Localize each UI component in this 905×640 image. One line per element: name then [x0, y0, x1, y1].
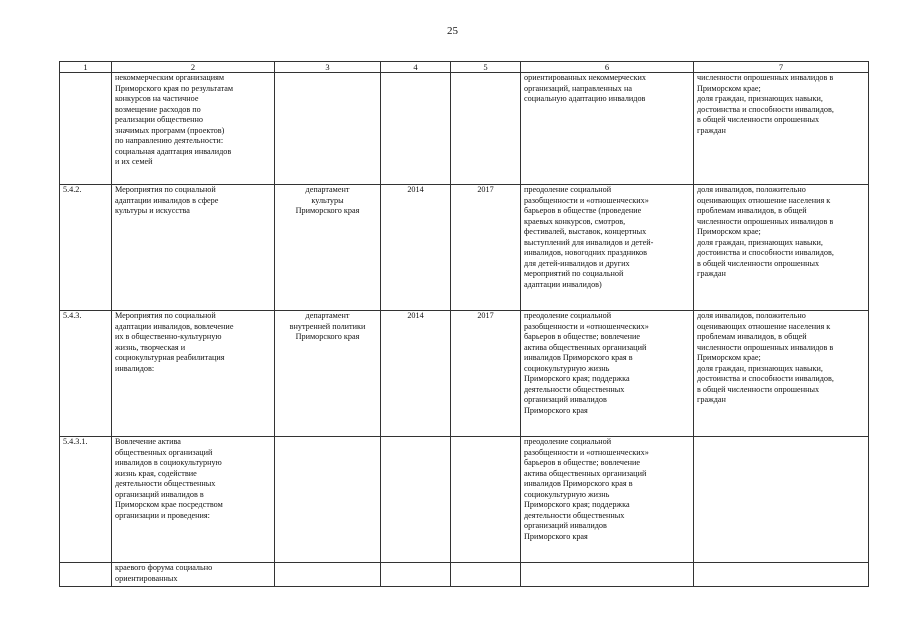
indicator-cell	[694, 437, 869, 563]
end-year-cell	[451, 73, 521, 185]
event-name-line: значимых программ (проектов)	[115, 125, 225, 135]
row-number-cell: 5.4.3.	[60, 311, 112, 437]
table-row	[60, 563, 869, 587]
event-name-line: Приморском крае посредством	[115, 500, 223, 509]
event-name-line: жизнь края, содействие	[115, 468, 197, 478]
indicator-cell	[694, 563, 869, 587]
event-name-line: общественных организаций	[115, 447, 213, 457]
expected-result-line: преодоление социальной	[524, 185, 612, 194]
expected-result-line: инвалидов, новогодних праздников	[524, 248, 648, 257]
table-row	[60, 185, 869, 311]
event-name-line: культуры и искусства	[115, 206, 190, 215]
expected-result-cell	[521, 73, 694, 185]
expected-result-line: краевых конкурсов, смотров,	[524, 216, 626, 226]
event-name-line: Мероприятия по социальной	[115, 185, 216, 194]
expected-result-line: преодоление социальной	[524, 311, 612, 320]
expected-result-cell	[521, 311, 694, 437]
start-year-cell	[381, 73, 451, 185]
indicator-line: граждан	[697, 125, 726, 135]
event-name-cell	[112, 437, 275, 563]
event-name-cell	[112, 185, 275, 311]
executor-cell	[275, 437, 381, 563]
event-name-line: некоммерческим организациям	[115, 73, 225, 82]
event-name-line: адаптации инвалидов в сфере	[115, 195, 219, 205]
indicator-line: численности опрошенных инвалидов в	[697, 342, 834, 352]
executor-cell	[275, 311, 381, 437]
indicator-line: проблемам инвалидов, в общей	[697, 206, 807, 215]
expected-result-line: инвалидов Приморского края в	[524, 353, 633, 362]
expected-result-line: барьеров в обществе (проведение	[524, 206, 642, 215]
indicator-line: доля инвалидов, положительно	[697, 185, 806, 194]
expected-result-line: деятельности общественных	[524, 510, 625, 520]
event-name-line: и их семей	[115, 157, 153, 166]
event-name-cell	[112, 311, 275, 437]
indicator-cell	[694, 185, 869, 311]
expected-result-cell	[521, 185, 694, 311]
expected-result-line: актива общественных организаций	[524, 342, 647, 352]
event-name-line: инвалидов:	[115, 363, 155, 373]
header-cell-2: 2	[112, 62, 275, 73]
event-name-line: социальная адаптация инвалидов	[115, 146, 232, 156]
row-number-cell	[60, 563, 112, 587]
executor-line: культуры	[311, 195, 344, 205]
end-year-cell	[451, 563, 521, 587]
start-year-cell	[381, 563, 451, 587]
indicator-line: граждан	[697, 395, 726, 404]
expected-result-line: разобщенности и «отношенческих»	[524, 447, 649, 457]
executor-line: Приморского края	[295, 332, 360, 341]
executor-cell	[275, 185, 381, 311]
end-year-cell: 2017	[451, 311, 521, 437]
event-name-line: адаптации инвалидов, вовлечение	[115, 321, 234, 331]
indicator-line: доля инвалидов, положительно	[697, 311, 806, 320]
indicator-line: достоинства и способности инвалидов,	[697, 248, 834, 257]
end-year-cell	[451, 437, 521, 563]
header-cell-7: 7	[694, 62, 869, 73]
expected-result-line: преодоление социальной	[524, 437, 612, 446]
indicator-line: численности опрошенных инвалидов в	[697, 73, 834, 82]
table-row	[60, 73, 869, 185]
expected-result-line: ориентированных некоммерческих	[524, 73, 646, 82]
event-name-line: инвалидов в социокультурную	[115, 458, 222, 467]
end-year-cell: 2017	[451, 185, 521, 311]
header-cell-6: 6	[521, 62, 694, 73]
expected-result-line: организаций инвалидов	[524, 395, 607, 404]
indicator-line: оценивающих отношение населения к	[697, 321, 831, 331]
executor-line: департамент	[305, 311, 350, 320]
header-cell-3: 3	[275, 62, 381, 73]
expected-result-line: Приморского края; поддержка	[524, 500, 630, 509]
header-cell-5: 5	[451, 62, 521, 73]
indicator-line: Приморском крае;	[697, 83, 761, 93]
event-name-line: возмещение расходов по	[115, 104, 201, 114]
table-row	[60, 311, 869, 437]
expected-result-line: организаций, направленных на	[524, 83, 632, 93]
event-name-line: ориентированных	[115, 573, 178, 583]
executor-line: Приморского края	[295, 206, 360, 215]
indicator-line: в общей численности опрошенных	[697, 258, 820, 268]
event-name-line: Мероприятия по социальной	[115, 311, 216, 320]
row-number-cell: 5.4.3.1.	[60, 437, 112, 563]
event-name-line: Вовлечение актива	[115, 437, 181, 446]
executor-line: департамент	[305, 185, 350, 194]
program-table	[59, 61, 869, 587]
expected-result-line: деятельности общественных	[524, 384, 625, 394]
expected-result-line: фестивалей, выставок, концертных	[524, 227, 647, 236]
indicator-line: доля граждан, признающих навыки,	[697, 94, 823, 103]
expected-result-line: разобщенности и «отношенческих»	[524, 321, 649, 331]
indicator-line: численности опрошенных инвалидов в	[697, 216, 834, 226]
event-name-line: организации и проведения:	[115, 510, 210, 520]
expected-result-cell	[521, 563, 694, 587]
indicator-line: Приморском крае;	[697, 227, 761, 236]
expected-result-line: Приморского края	[524, 531, 588, 541]
indicator-line: Приморском крае;	[697, 353, 761, 362]
expected-result-line: Приморского края; поддержка	[524, 374, 630, 383]
event-name-line: деятельности общественных	[115, 479, 216, 488]
executor-cell	[275, 563, 381, 587]
row-number-cell: 5.4.2.	[60, 185, 112, 311]
event-name-line: по направлению деятельности:	[115, 136, 224, 145]
indicator-line: достоинства и способности инвалидов,	[697, 104, 834, 114]
indicator-line: доля граждан, признающих навыки,	[697, 363, 823, 373]
event-name-line: краевого форума социально	[115, 563, 213, 572]
indicator-line: оценивающих отношение населения к	[697, 195, 831, 205]
expected-result-line: барьеров в обществе; вовлечение	[524, 332, 640, 341]
expected-result-line: инвалидов Приморского края в	[524, 479, 633, 488]
expected-result-line: организаций инвалидов	[524, 521, 607, 530]
expected-result-line: Приморского края	[524, 405, 588, 415]
event-name-cell	[112, 73, 275, 185]
start-year-cell: 2014	[381, 185, 451, 311]
indicator-line: проблемам инвалидов, в общей	[697, 332, 807, 341]
expected-result-line: социокультурную жизнь	[524, 363, 610, 373]
expected-result-line: разобщенности и «отношенческих»	[524, 195, 649, 205]
indicator-cell	[694, 73, 869, 185]
expected-result-line: для детей-инвалидов и других	[524, 258, 630, 268]
expected-result-line: социокультурную жизнь	[524, 489, 610, 499]
expected-result-line: выступлений для инвалидов и детей-	[524, 237, 654, 247]
header-cell-4: 4	[381, 62, 451, 73]
expected-result-line: актива общественных организаций	[524, 468, 647, 478]
start-year-cell: 2014	[381, 311, 451, 437]
start-year-cell	[381, 437, 451, 563]
table-row	[60, 437, 869, 563]
expected-result-line: мероприятий по социальной	[524, 269, 624, 278]
indicator-line: достоинства и способности инвалидов,	[697, 374, 834, 383]
event-name-line: социокультурная реабилитация	[115, 353, 225, 362]
executor-cell	[275, 73, 381, 185]
indicator-line: в общей численности опрошенных	[697, 115, 820, 124]
header-row	[60, 62, 869, 73]
event-name-line: организаций инвалидов в	[115, 489, 204, 499]
expected-result-cell	[521, 437, 694, 563]
event-name-line: их в общественно-культурную	[115, 332, 222, 341]
header-cell-1: 1	[60, 62, 112, 73]
event-name-line: конкурсов на частичное	[115, 94, 199, 103]
event-name-line: Приморского края по результатам	[115, 83, 234, 93]
event-name-line: жизнь, творческая и	[115, 342, 186, 352]
indicator-line: доля граждан, признающих навыки,	[697, 237, 823, 247]
indicator-cell	[694, 311, 869, 437]
row-number-cell	[60, 73, 112, 185]
indicator-line: в общей численности опрошенных	[697, 384, 820, 394]
expected-result-line: адаптации инвалидов)	[524, 279, 602, 289]
expected-result-line: социальную адаптацию инвалидов	[524, 94, 646, 103]
indicator-line: граждан	[697, 269, 726, 278]
event-name-line: реализации общественно	[115, 115, 203, 124]
executor-line: внутренней политики	[289, 321, 366, 331]
event-name-cell	[112, 563, 275, 587]
expected-result-line: барьеров в обществе; вовлечение	[524, 458, 640, 467]
page-number: 25	[447, 25, 458, 37]
